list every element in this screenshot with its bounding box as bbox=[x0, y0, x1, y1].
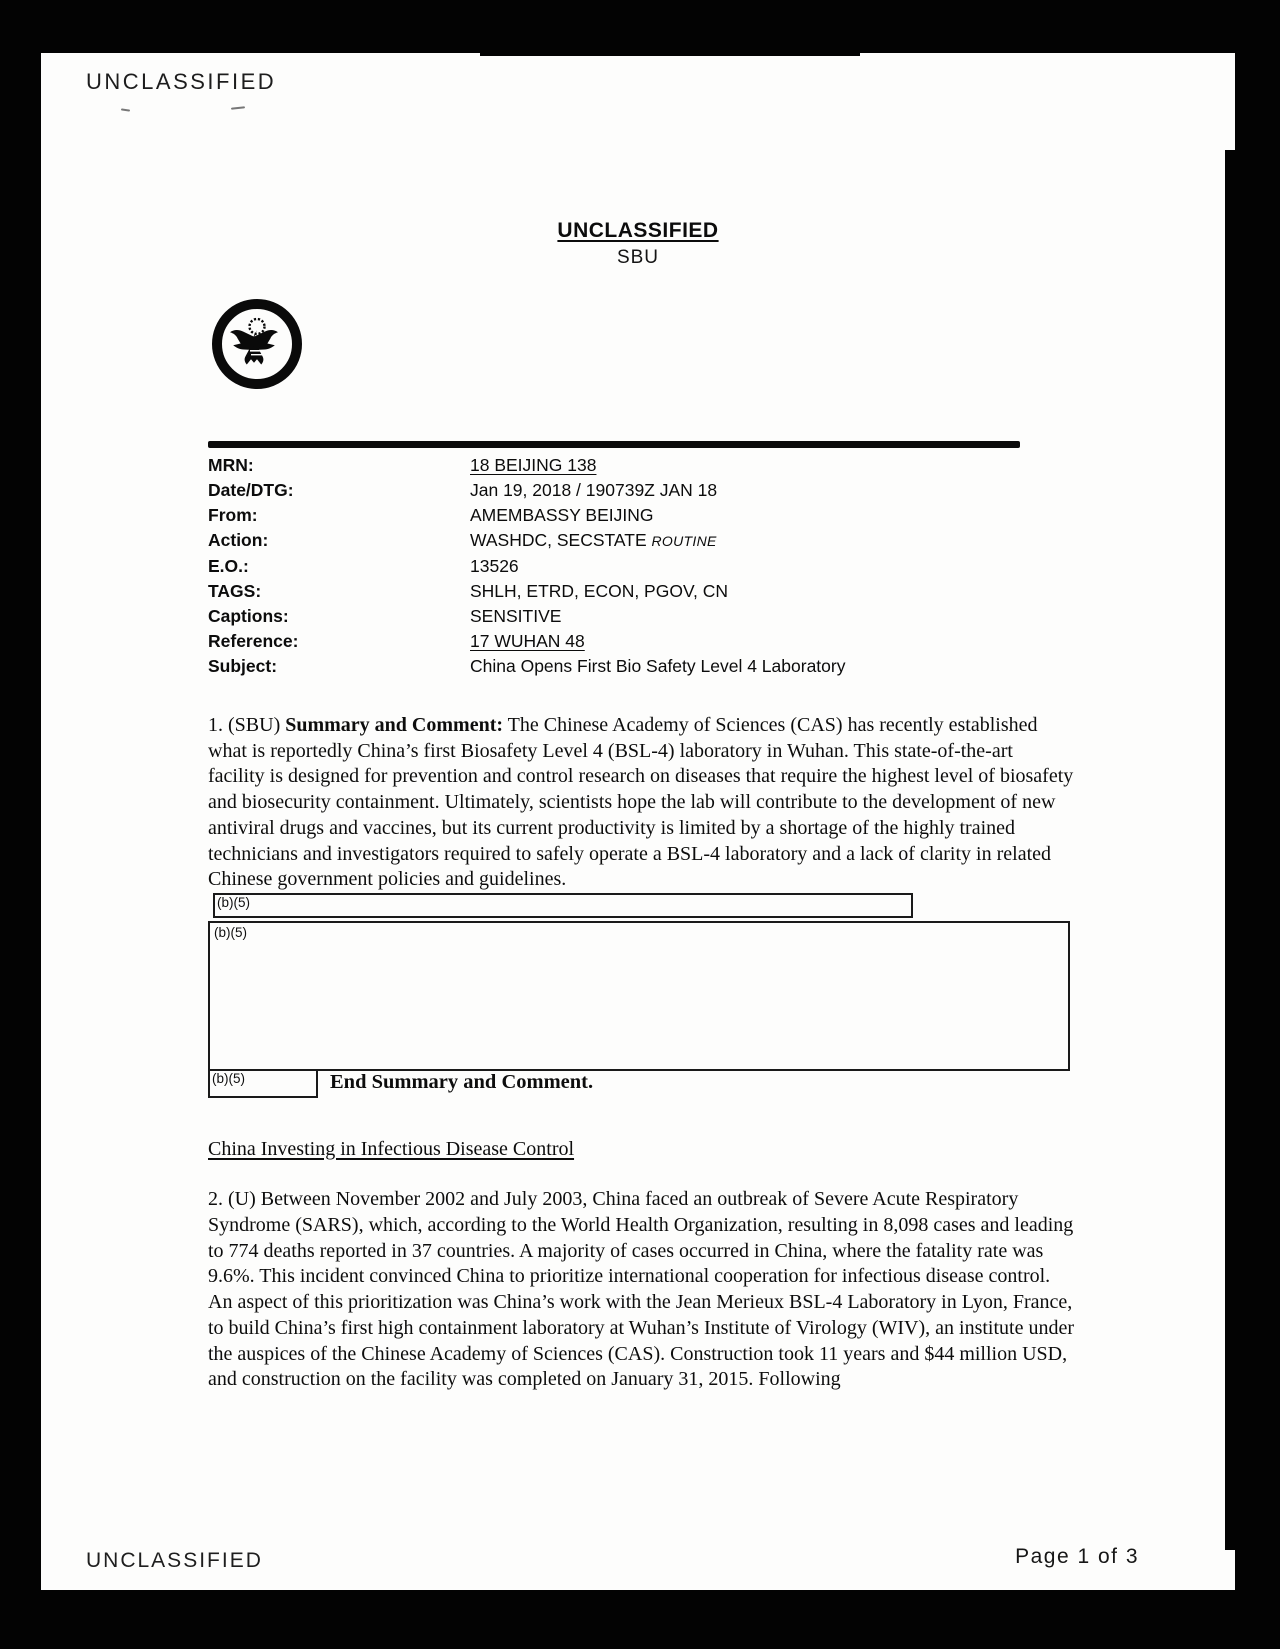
meta-value: SHLH, ETRD, ECON, PGOV, CN bbox=[470, 581, 729, 601]
para2-text: Between November 2002 and July 2003, China faced an outbreak of Severe Acute Respiratory Syndrome (SARS), which, according to the World Health Organization, resulting in 8,098 cases and leading to 774 deaths reported in 37 countries. A majority of cases occurred in China, where the fatality rate was 9.6%. This incident convinced China to prioritize international cooperation for infectious disease control. An aspect of this prioritization was China’s work with the Jean Merieux BSL-4 Laboratory in Lyon, France, to build China’s first high containment laboratory at Wuhan’s Institute of Virology (WIV), an institute under the auspices of the Chinese Academy of Sciences (CAS). Construction took 11 years and $44 million USD, and construction on the facility was completed on January 31, 2015. Following bbox=[208, 1188, 1074, 1391]
meta-value: 17 WUHAN 48 bbox=[470, 631, 585, 651]
cable-body bbox=[208, 713, 1074, 1393]
para1-bold-lead: Summary and Comment: bbox=[285, 714, 504, 736]
redaction-exemption-code: (b)(5) bbox=[214, 924, 247, 940]
meta-label: From: bbox=[208, 505, 258, 525]
paragraph-2-sars bbox=[208, 1187, 1074, 1393]
meta-label: E.O.: bbox=[208, 556, 249, 576]
scan-edge-artifact bbox=[480, 53, 860, 56]
scan-edge-artifact bbox=[1225, 150, 1237, 1550]
state-department-seal-icon bbox=[212, 299, 302, 389]
meta-value-text: WASHDC, SECSTATE bbox=[470, 530, 647, 550]
meta-value: Jan 19, 2018 / 190739Z JAN 18 bbox=[470, 480, 718, 500]
cable-metadata-table bbox=[208, 453, 1088, 679]
classification-label: UNCLASSIFIED bbox=[557, 219, 719, 242]
para2-number: 2. (U) bbox=[208, 1188, 261, 1211]
redaction-box-inline bbox=[213, 893, 913, 918]
classification-stamp-footer: UNCLASSIFIED bbox=[86, 1549, 263, 1572]
meta-value: AMEMBASSY BEIJING bbox=[470, 505, 654, 525]
para1-number: 1. (SBU) bbox=[208, 714, 286, 736]
meta-row-datedtg bbox=[208, 478, 1088, 503]
classification-stamp-top: UNCLASSIFIED bbox=[86, 69, 277, 94]
end-summary-row bbox=[208, 1069, 1074, 1101]
meta-label: Date/DTG: bbox=[208, 480, 294, 500]
header-rule-bar bbox=[208, 441, 1020, 448]
meta-row-reference bbox=[208, 629, 1088, 654]
meta-value: 13526 bbox=[470, 556, 519, 576]
meta-value: China Opens First Bio Safety Level 4 Laboratory bbox=[470, 656, 846, 676]
meta-label: Action: bbox=[208, 530, 269, 550]
meta-label: Captions: bbox=[208, 606, 289, 626]
meta-row-subject bbox=[208, 654, 1088, 679]
meta-label: TAGS: bbox=[208, 581, 262, 601]
handling-caption: SBU bbox=[616, 247, 660, 268]
paragraph-1-summary bbox=[208, 713, 1074, 920]
meta-value: SENSITIVE bbox=[470, 606, 562, 626]
meta-value bbox=[470, 528, 1088, 554]
page-number: Page 1 of 3 bbox=[1015, 1545, 1139, 1568]
scan-artifact-marks bbox=[103, 107, 293, 113]
meta-row-captions bbox=[208, 604, 1088, 629]
meta-value-routine-flag: ROUTINE bbox=[651, 533, 717, 549]
redaction-box-small bbox=[208, 1069, 318, 1098]
classification-header bbox=[41, 219, 1235, 269]
meta-label: Subject: bbox=[208, 656, 278, 676]
meta-label: MRN: bbox=[208, 455, 254, 475]
document-page bbox=[41, 53, 1235, 1590]
redaction-exemption-code: (b)(5) bbox=[217, 894, 250, 910]
meta-value: 18 BEIJING 138 bbox=[470, 455, 597, 475]
meta-row-tags bbox=[208, 579, 1088, 604]
meta-row-mrn bbox=[208, 453, 1088, 478]
meta-label: Reference: bbox=[208, 631, 299, 651]
meta-row-eo bbox=[208, 554, 1088, 579]
redaction-box-large bbox=[208, 921, 1070, 1071]
meta-row-from bbox=[208, 503, 1088, 528]
para1-text: The Chinese Academy of Sciences (CAS) has recently established what is reportedly China’s first Biosafety Level 4 (BSL-4) laboratory in Wuhan. This state-of-the-art facility is designed for prevention and control research on diseases that require the highest level of biosafety and biosecurity containment. Ultimately, scientists hope the lab will contribute to the development of new antiviral drugs and vaccines, but its current productivity is limited by a shortage of the highly trained technicians and investigators required to safely operate a BSL-4 laboratory and a lack of clarity in related Chinese government policies and guidelines. bbox=[208, 714, 1074, 891]
section-heading: China Investing in Infectious Disease Control bbox=[208, 1137, 575, 1160]
end-summary-text: End Summary and Comment. bbox=[330, 1071, 594, 1094]
redaction-exemption-code: (b)(5) bbox=[212, 1070, 245, 1086]
meta-row-action bbox=[208, 528, 1088, 554]
